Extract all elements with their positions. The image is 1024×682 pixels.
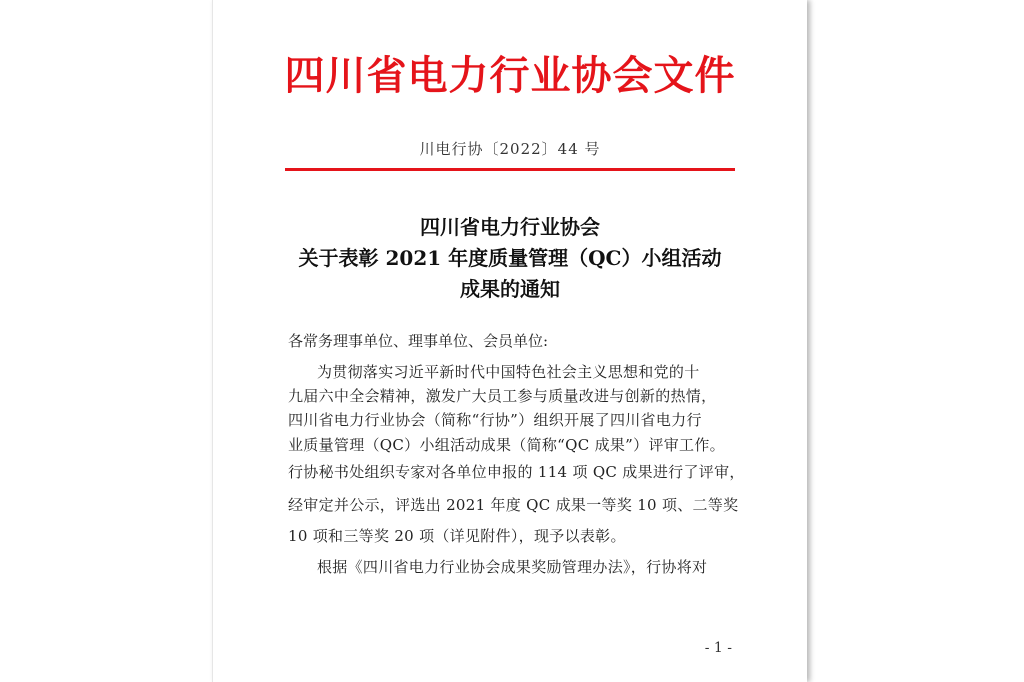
body-line-2: 九届六中全会精神，激发广大员工参与质量改进与创新的热情， <box>288 387 717 405</box>
body-line-6: 经审定并公示，评选出 2021 年度 QC 成果一等奖 10 项、二等奖 <box>288 496 739 514</box>
salutation: 各常务理事单位、理事单位、会员单位: <box>288 332 549 350</box>
body-line-5: 行协秘书处组织专家对各单位申报的 114 项 QC 成果进行了评审， <box>288 463 745 481</box>
document-header-title: 四川省电力行业协会文件 <box>284 53 736 99</box>
page-number: - 1 - <box>704 640 732 656</box>
body-line-3: 四川省电力行业协会（简称“行协”）组织开展了四川省电力行 <box>288 411 702 429</box>
body-line-8: 根据《四川省电力行业协会成果奖励管理办法》，行协将对 <box>317 558 708 576</box>
body-line-7: 10 项和三等奖 20 项（详见附件），现予以表彰。 <box>288 527 626 545</box>
notice-heading-line-2: 关于表彰 2021 年度质量管理（QC）小组活动 <box>298 246 722 270</box>
red-divider-line <box>285 168 735 171</box>
notice-heading-line-1: 四川省电力行业协会 <box>420 215 600 239</box>
notice-heading-line-3: 成果的通知 <box>460 277 560 301</box>
body-line-4: 业质量管理（QC）小组活动成果（简称“QC 成果”）评审工作。 <box>288 436 725 454</box>
document-number: 川电行协〔2022〕44 号 <box>419 140 601 158</box>
body-line-1: 为贯彻落实习近平新时代中国特色社会主义思想和党的十 <box>317 363 700 381</box>
document-page <box>212 0 807 682</box>
